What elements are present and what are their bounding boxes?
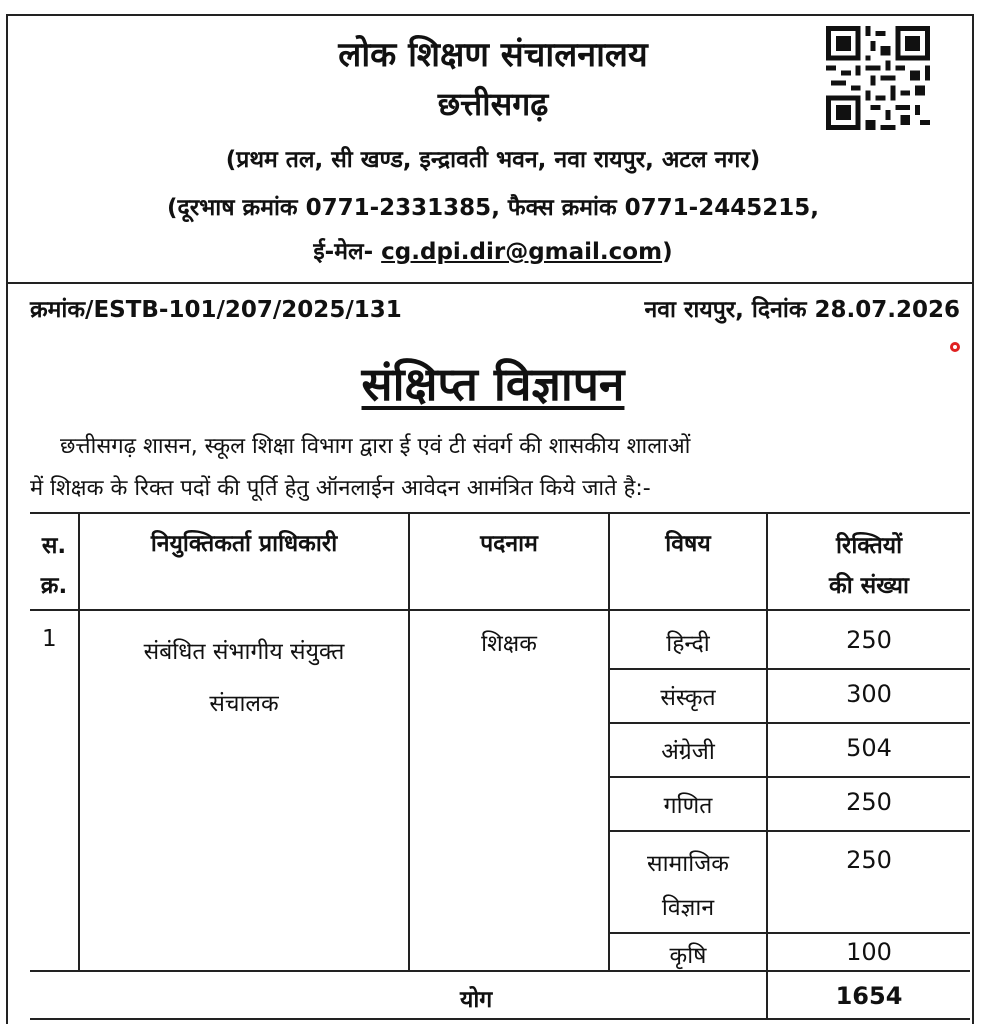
subject-cell: सामाजिक विज्ञान <box>647 851 729 921</box>
address: (प्रथम तल, सी खण्ड, इन्द्रावती भवन, नवा रायपुर, अटल नगर) <box>225 147 761 173</box>
serial-number: 1 <box>42 626 57 652</box>
count-cell: 300 <box>846 680 892 708</box>
column-divider <box>78 512 80 972</box>
phone-fax-line: (दूरभाष क्रमांक 0771-2331385, फैक्स क्रमांक 0771-2445215, <box>167 195 819 221</box>
row-divider <box>608 776 970 778</box>
email-link[interactable]: cg.dpi.dir@gmail.com <box>381 239 663 265</box>
header-authority: नियुक्तिकर्ता प्राधिकारी <box>150 531 338 557</box>
header-subject: विषय <box>665 531 711 557</box>
row-divider <box>608 668 970 670</box>
header-bottom-border <box>30 609 970 611</box>
notice-title: संक्षिप्त विज्ञापन <box>361 357 625 411</box>
subject-cell: संस्कृत <box>660 685 716 711</box>
count-cell: 250 <box>846 846 892 874</box>
org-name: लोक शिक्षण संचालनालय <box>338 35 648 75</box>
count-cell: 504 <box>846 734 892 762</box>
email-line <box>0 234 986 266</box>
state-name: छत्तीसगढ़ <box>437 85 549 123</box>
place-date: नवा रायपुर, दिनांक 28.07.2026 <box>644 297 960 323</box>
row-divider <box>608 830 970 832</box>
count-cell: 100 <box>846 938 892 966</box>
intro-line-2: में शिक्षक के रिक्त पदों की पूर्ति हेतु ऑनलाईन आवेदन आमंत्रित किये जाते है:- <box>30 476 651 501</box>
count-cell: 250 <box>846 626 892 654</box>
subject-cell: कृषि <box>669 943 707 969</box>
header-divider <box>8 282 974 284</box>
email-prefix: ई-मेल- <box>313 239 382 265</box>
total-label: योग <box>460 987 493 1013</box>
column-divider <box>408 512 410 972</box>
row-divider <box>608 722 970 724</box>
total-value: 1654 <box>835 982 903 1010</box>
post-cell: शिक्षक <box>481 631 537 657</box>
vacancy-table <box>30 512 970 1024</box>
authority-cell: संबंधित संभागीय संयुक्त संचालक <box>143 639 345 717</box>
reference-number: क्रमांक/ESTB-101/207/2025/131 <box>30 297 402 323</box>
count-cell: 250 <box>846 788 892 816</box>
header-post: पदनाम <box>480 531 538 557</box>
subject-cell: गणित <box>663 793 713 819</box>
table-top-border <box>30 512 970 514</box>
total-top-border <box>30 970 970 972</box>
header-vacancies: रिक्तियों की संख्या <box>829 533 909 599</box>
intro-line-1: छत्तीसगढ़ शासन, स्कूल शिक्षा विभाग द्वारा ई एवं टी संवर्ग की शासकीय शालाओं <box>60 434 691 459</box>
subject-cell: हिन्दी <box>666 631 710 657</box>
row-divider <box>608 932 970 934</box>
subject-cell: अंग्रेजी <box>661 739 715 765</box>
red-mark <box>950 342 960 352</box>
total-bottom-border <box>30 1018 970 1020</box>
header-serial: स. क्र. <box>40 533 68 599</box>
email-suffix: ) <box>662 239 673 265</box>
